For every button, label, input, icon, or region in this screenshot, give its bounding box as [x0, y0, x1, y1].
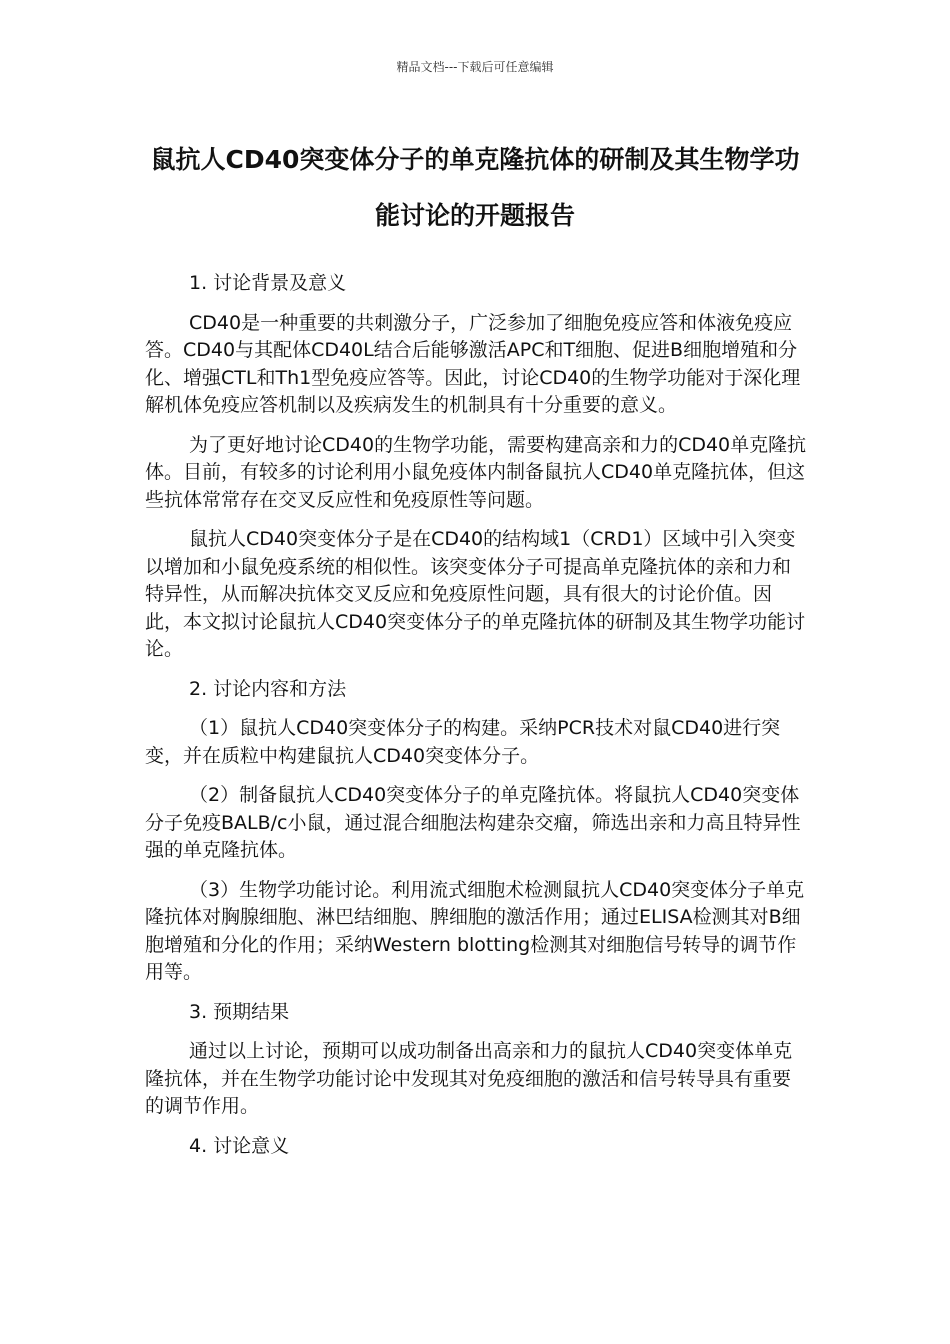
method-item-2: （2）制备鼠抗人CD40突变体分子的单克隆抗体。将鼠抗人CD40突变体分子免疫BALB/c小鼠，通过混合细胞法构建杂交瘤，筛选出亲和力高且特异性强的单克隆抗体。 — [145, 784, 801, 861]
method-item-3: （3）生物学功能讨论。利用流式细胞术检测鼠抗人CD40突变体分子单克隆抗体对胸腺细胞、淋巴结细胞、脾细胞的激活作用；通过ELISA检测其对B细胞增殖和分化的作用；采纳Western blotting检测其对细胞信号转导的调节作用等。 — [145, 878, 805, 983]
background-paragraph-3: 鼠抗人CD40突变体分子是在CD40的结构域1（CRD1）区域中引入突变以增加和小鼠免疫系统的相似性。该突变体分子可提高单克隆抗体的亲和力和特异性，从而解决抗体交叉反应和免疫原性问题，具有很大的讨论价值。因此，本文拟讨论鼠抗人CD40突变体分子的单克隆抗体的研制及其生物学功能讨论。 — [145, 528, 806, 660]
section-heading-methods: 2. 讨论内容和方法 — [189, 677, 347, 700]
section-heading-expected-results: 3. 预期结果 — [189, 1000, 290, 1023]
expected-results-paragraph: 通过以上讨论，预期可以成功制备出高亲和力的鼠抗人CD40突变体单克隆抗体，并在生物学功能讨论中发现其对免疫细胞的激活和信号转导具有重要的调节作用。 — [145, 1040, 793, 1117]
method-item-1: （1）鼠抗人CD40突变体分子的构建。采纳PCR技术对鼠CD40进行突变，并在质粒中构建鼠抗人CD40突变体分子。 — [145, 717, 781, 767]
background-paragraph-1: CD40是一种重要的共刺激分子，广泛参加了细胞免疫应答和体液免疫应答。CD40与其配体CD40L结合后能够激活APC和T细胞、促进B细胞增殖和分化、增强CTL和Th1型免疫应答等。因此，讨论CD40的生物学功能对于深化理解机体免疫应答机制以及疾病发生的机制具有十分重要的意义。 — [145, 311, 801, 416]
document-title: 鼠抗人CD40突变体分子的单克隆抗体的研制及其生物学功能讨论的开题报告 — [150, 145, 800, 230]
document-body — [145, 270, 807, 1172]
background-paragraph-2: 为了更好地讨论CD40的生物学功能，需要构建高亲和力的CD40单克隆抗体。目前，有较多的讨论利用小鼠免疫体内制备鼠抗人CD40单克隆抗体，但这些抗体常常存在交叉反应性和免疫原性等问题。 — [145, 433, 807, 511]
section-heading-background: 1. 讨论背景及意义 — [189, 272, 347, 294]
header-note: 精品文档---下载后可任意编辑 — [396, 60, 554, 74]
section-heading-significance: 4. 讨论意义 — [189, 1134, 290, 1157]
